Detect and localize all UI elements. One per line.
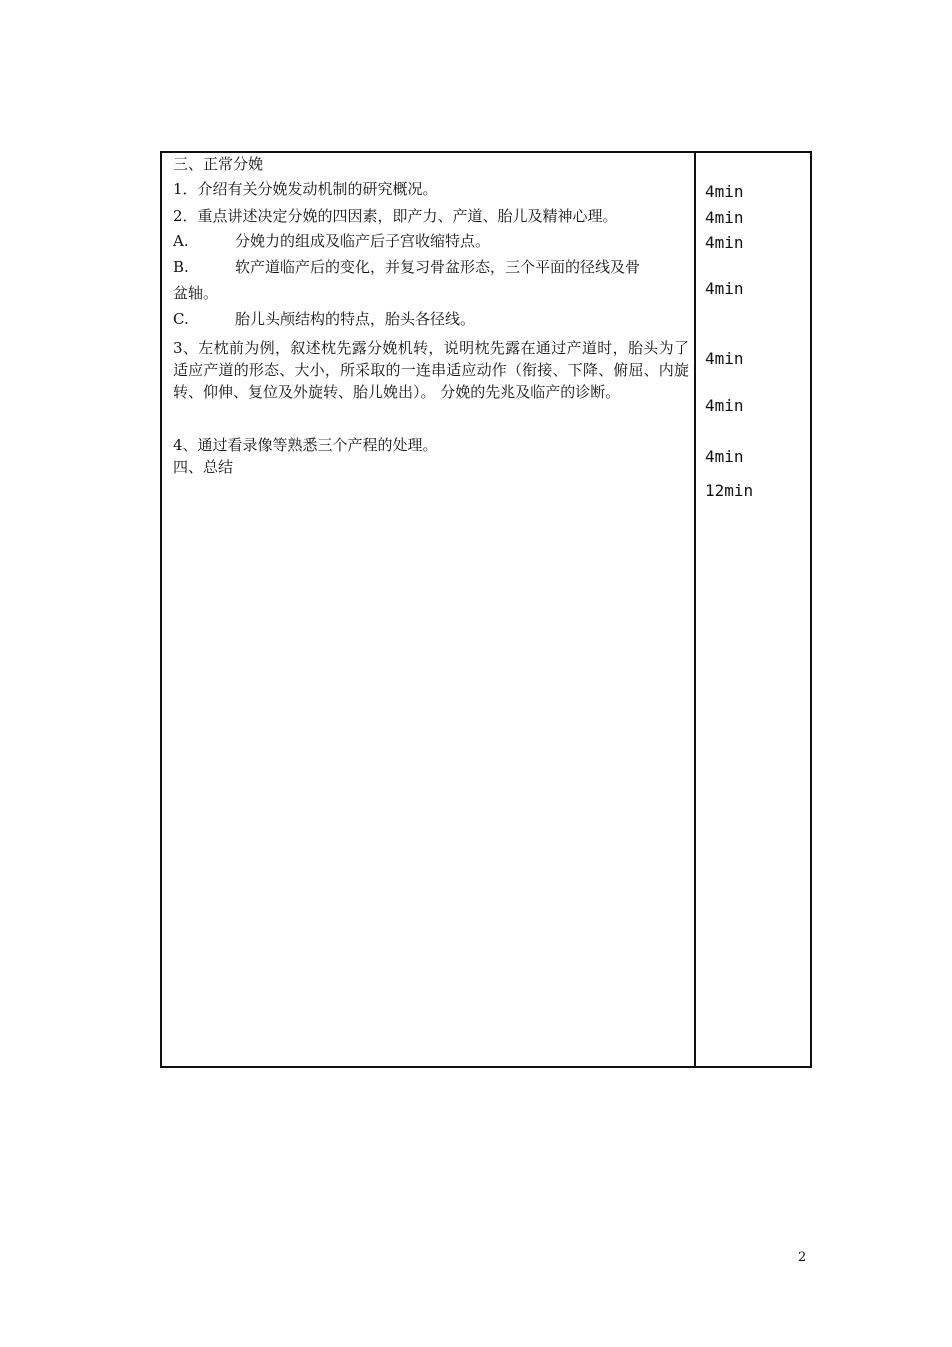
time-item-3b: 4min	[705, 396, 744, 415]
section-heading-summary: 四、总结	[173, 458, 234, 476]
item-a	[173, 230, 687, 252]
time-item-2: 4min	[705, 208, 744, 227]
item-b	[173, 256, 687, 278]
item-2-text: 2．重点讲述决定分娩的四因素，即产力、产道、胎儿及精神心理。	[173, 207, 618, 225]
item-b-marker: B.	[173, 258, 189, 276]
item-c	[173, 308, 687, 330]
time-item-3: 4min	[705, 349, 744, 368]
item-a-marker: A.	[173, 232, 189, 250]
item-c-text: 胎儿头颅结构的特点，胎头各径线。	[235, 310, 476, 328]
item-b-text: 软产道临产后的变化，并复习骨盆形态，三个平面的径线及骨	[235, 258, 641, 276]
item-c-marker: C.	[173, 310, 189, 328]
time-item-a: 4min	[705, 233, 744, 252]
section-heading-normal-delivery: 三、正常分娩	[173, 155, 264, 173]
time-item-1: 4min	[705, 182, 744, 201]
time-item-4: 4min	[705, 447, 744, 466]
time-item-b: 4min	[705, 279, 744, 298]
time-summary: 12min	[705, 481, 754, 500]
page-number: 2	[798, 1250, 807, 1265]
lesson-plan-table	[160, 151, 812, 1068]
item-4-text: 4、通过看录像等熟悉三个产程的处理。	[173, 436, 438, 454]
item-3-paragraph: 3、左枕前为例，叙述枕先露分娩机转，说明枕先露在通过产道时，胎头为了适应产道的形态、大小，所采取的一连串适应动作（衔接、下降、俯屈、内旋转、仰伸、复位及外旋转、胎儿娩出）。 分娩的先兆及临产的诊断。	[173, 339, 689, 401]
item-1-text: 1．介绍有关分娩发动机制的研究概况。	[173, 180, 438, 198]
column-divider	[694, 153, 696, 1066]
item-a-text: 分娩力的组成及临产后子宫收缩特点。	[235, 232, 491, 250]
item-b-continuation: 盆轴。	[173, 284, 219, 302]
